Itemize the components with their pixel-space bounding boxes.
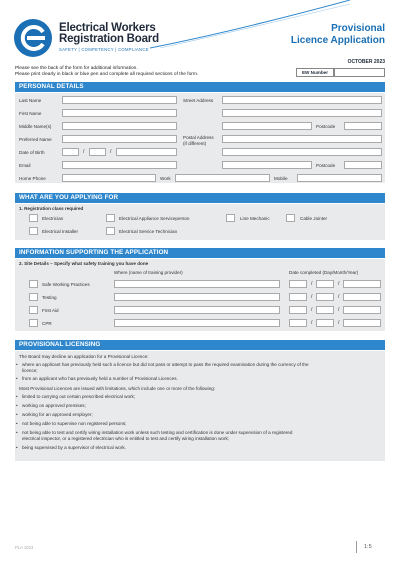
brand-name-line1: Electrical Workers	[59, 22, 156, 34]
training-swp-year[interactable]	[343, 280, 381, 288]
training-testing-checkbox[interactable]	[29, 293, 38, 301]
training-cpr-slash-1: /	[311, 320, 313, 326]
brand-tagline: SAFETY | COMPETENCY | COMPLIANCE	[59, 47, 149, 52]
dob-year-field[interactable]	[116, 148, 177, 156]
limitation-item-3: • working for an approved employer;	[22, 412, 377, 418]
dob-slash-2: /	[110, 149, 112, 155]
training-firstaid-slash-2: /	[338, 307, 340, 313]
postcode-field[interactable]	[344, 122, 382, 130]
training-cpr-checkbox[interactable]	[29, 319, 38, 327]
limitation-item-1: • limited to carrying out certain prescribed electrical work;	[22, 394, 377, 400]
work-phone-label: Work	[160, 176, 171, 181]
instructions-2: Please print clearly in black or blue pen and complete all required sections of the form.	[15, 72, 199, 77]
training-swp-month[interactable]	[316, 280, 334, 288]
training-cpr-month[interactable]	[316, 319, 334, 327]
option-appliance-checkbox[interactable]	[106, 214, 115, 222]
training-firstaid-day[interactable]	[289, 306, 307, 314]
training-cpr-slash-2: /	[338, 320, 340, 326]
training-firstaid-label: First Aid	[42, 308, 59, 313]
training-swp-label: Safe Working Practices	[42, 282, 90, 287]
first-name-label: First Name	[19, 111, 42, 116]
training-cpr-year[interactable]	[343, 319, 381, 327]
training-testing-provider[interactable]	[114, 293, 280, 301]
training-testing-year[interactable]	[343, 293, 381, 301]
dob-label: Date of Birth	[19, 150, 45, 155]
brand-name-line2: Registration Board	[59, 33, 159, 45]
postal-address-label: Postal Address	[183, 135, 214, 140]
ew-number-field[interactable]	[334, 68, 385, 77]
last-name-label: Last Name	[19, 98, 42, 103]
dob-month-field[interactable]	[89, 148, 106, 156]
training-swp-day[interactable]	[289, 280, 307, 288]
limitations-intro: Most Provisional Licences are issued with limitations, which include one or more of the following:	[19, 386, 216, 391]
personal-details-heading: PERSONAL DETAILS	[15, 82, 385, 92]
postal-address-note: (if different)	[183, 141, 207, 146]
logo	[13, 18, 53, 58]
training-cpr-label: CPR	[42, 321, 52, 326]
option-appliance-label: Electrical Appliance Serviceperson	[119, 216, 190, 221]
col-provider-header: Where (name of training provider)	[114, 270, 183, 275]
training-swp-slash-1: /	[311, 281, 313, 287]
form-title-line1: Provisional	[331, 23, 385, 34]
training-swp-slash-2: /	[338, 281, 340, 287]
option-line-mechanic-checkbox[interactable]	[226, 214, 235, 222]
mobile-field[interactable]	[297, 174, 382, 182]
mobile-label: Mobile	[274, 176, 288, 181]
preferred-name-label: Preferred Name	[19, 137, 52, 142]
option-electrician-label: Electrician	[42, 216, 64, 221]
option-line-mechanic-label: Line Mechanic	[240, 216, 270, 221]
postcode-2-field[interactable]	[344, 161, 382, 169]
postal-address-field-3[interactable]	[222, 161, 312, 169]
training-swp-checkbox[interactable]	[29, 280, 38, 288]
limitation-item-6: • being supervised by a supervisor of electrical work.	[22, 445, 377, 451]
limitation-item-5: • not being able to test and certify wiring installation work unless such testing and certification is done under supervision of a registered	[22, 430, 377, 436]
dob-slash-1: /	[83, 149, 85, 155]
training-testing-slash-2: /	[338, 294, 340, 300]
decline-item-1-cont: licence;	[22, 368, 38, 373]
form-code: PLA 1023	[15, 545, 34, 550]
limitation-item-4: • not being able to supervise non registered persons;	[22, 421, 377, 427]
training-firstaid-checkbox[interactable]	[29, 306, 38, 314]
ew-number-label: EW Number	[296, 68, 334, 77]
training-firstaid-year[interactable]	[343, 306, 381, 314]
training-cpr-day[interactable]	[289, 319, 307, 327]
training-firstaid-month[interactable]	[316, 306, 334, 314]
postal-address-field[interactable]	[222, 135, 382, 143]
instructions-1: Please see the back of the form for additional information.	[15, 66, 138, 71]
work-phone-field[interactable]	[175, 174, 270, 182]
training-testing-day[interactable]	[289, 293, 307, 301]
option-service-tech-checkbox[interactable]	[106, 227, 115, 235]
street-address-field-3[interactable]	[222, 122, 312, 130]
option-service-tech-label: Electrical Service Technician	[119, 229, 178, 234]
middle-names-field[interactable]	[62, 122, 177, 130]
training-cpr-provider[interactable]	[114, 319, 280, 327]
registration-class-question: 1. Registration class required	[19, 206, 84, 211]
training-firstaid-provider[interactable]	[114, 306, 280, 314]
training-testing-month[interactable]	[316, 293, 334, 301]
home-phone-label: Home Phone	[19, 176, 46, 181]
licensing-heading: PROVISIONAL LICENSING	[15, 340, 385, 350]
home-phone-field[interactable]	[62, 174, 156, 182]
option-cable-jointer-label: Cable Jointer	[300, 216, 328, 221]
email-label: Email	[19, 163, 31, 168]
training-swp-provider[interactable]	[114, 280, 280, 288]
form-date: OCTOBER 2023	[347, 59, 385, 65]
footer-divider	[356, 541, 357, 553]
applying-heading: WHAT ARE YOU APPLYING FOR	[15, 193, 385, 203]
limitation-item-2: • working on approved premises;	[22, 403, 377, 409]
ewrb-logo-icon	[13, 18, 53, 58]
preferred-name-field[interactable]	[62, 135, 177, 143]
training-testing-slash-1: /	[311, 294, 313, 300]
first-name-field[interactable]	[62, 109, 177, 117]
col-date-header: Date completed (Day/Month/Year)	[289, 270, 359, 275]
training-firstaid-slash-1: /	[311, 307, 313, 313]
street-address-field[interactable]	[222, 96, 382, 104]
dob-day-field[interactable]	[62, 148, 79, 156]
licensing-intro: The Board may decline an application for a Provisional Licence:	[19, 354, 149, 359]
postal-address-field-2[interactable]	[222, 148, 382, 156]
last-name-field[interactable]	[62, 96, 177, 104]
option-cable-jointer-checkbox[interactable]	[286, 214, 295, 222]
postcode-label: Postcode	[316, 124, 336, 129]
street-address-field-2[interactable]	[222, 109, 382, 117]
form-title-line2: Licence Application	[290, 35, 385, 46]
postcode-2-label: Postcode	[316, 163, 336, 168]
option-installer-label: Electrical Installer	[42, 229, 78, 234]
option-installer-checkbox[interactable]	[29, 227, 38, 235]
street-address-label: Street Address	[183, 98, 214, 103]
limitation-item-5-cont: electrical inspector, or a registered electrician who is entitled to test and certify wiring installation work;	[22, 436, 230, 441]
site-details-question: 2. Site Details – Specify what safety training you have done	[19, 261, 149, 266]
decline-item-2: • from an applicant who has previously held a number of Provisional Licences.	[22, 376, 377, 382]
decline-item-1: • where an applicant has previously held such a licence but did not pass or attempt to pass the required examination during the currency of the	[22, 362, 377, 368]
supporting-heading: INFORMATION SUPPORTING THE APPLICATION	[15, 248, 385, 258]
training-testing-label: Testing	[42, 295, 57, 300]
email-field[interactable]	[62, 161, 177, 169]
middle-names-label: Middle Name(s)	[19, 124, 52, 129]
page-number: 1:5	[364, 544, 372, 550]
option-electrician-checkbox[interactable]	[29, 214, 38, 222]
